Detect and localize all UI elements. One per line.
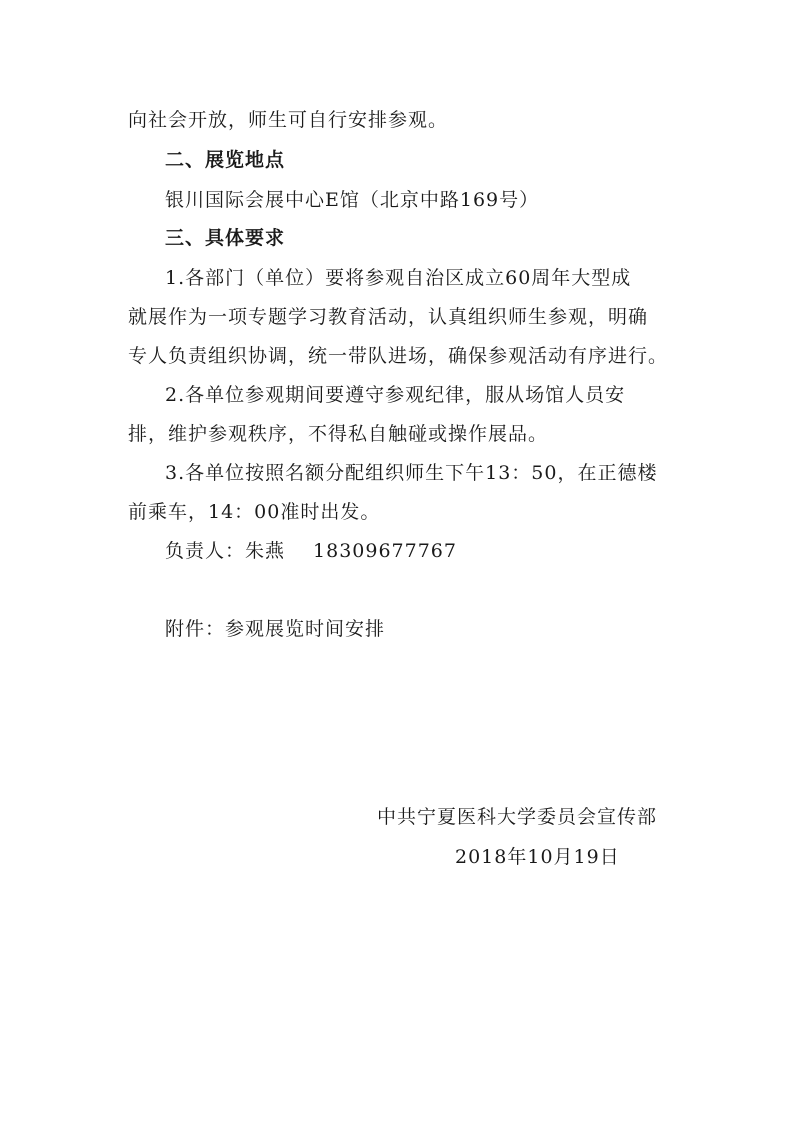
requirement-2-line-1: 2.各单位参观期间要遵守参观纪律，服从场馆人员安 — [165, 384, 626, 406]
signature-organization: 中共宁夏医科大学委员会宣传部 — [377, 806, 658, 828]
section2-heading: 二、展览地点 — [165, 149, 286, 171]
requirement-3-line-1: 3.各单位按照名额分配组织师生下午13：50，在正德楼 — [165, 462, 658, 484]
location-text: 银川国际会展中心E馆（北京中路169号） — [165, 189, 540, 211]
attachment-line: 附件：参观展览时间安排 — [165, 618, 386, 640]
requirement-1-line-2: 就展作为一项专题学习教育活动，认真组织师生参观，明确 — [128, 306, 649, 328]
requirement-1-line-3: 专人负责组织协调，统一带队进场，确保参观活动有序进行。 — [128, 345, 669, 367]
contact-label: 负责人：朱燕 — [165, 540, 286, 562]
section3-heading: 三、具体要求 — [165, 227, 286, 249]
requirement-3-line-2: 前乘车，14：00准时出发。 — [128, 501, 381, 523]
signature-date: 2018年10月19日 — [455, 846, 620, 868]
contact-phone: 18309677767 — [313, 540, 457, 562]
continuation-line: 向社会开放，师生可自行安排参观。 — [128, 109, 449, 131]
requirement-2-line-2: 排，维护参观秩序，不得私自触碰或操作展品。 — [128, 423, 549, 445]
contact-line — [165, 539, 457, 563]
requirement-1-line-1: 1.各部门（单位）要将参观自治区成立60周年大型成 — [165, 267, 632, 289]
